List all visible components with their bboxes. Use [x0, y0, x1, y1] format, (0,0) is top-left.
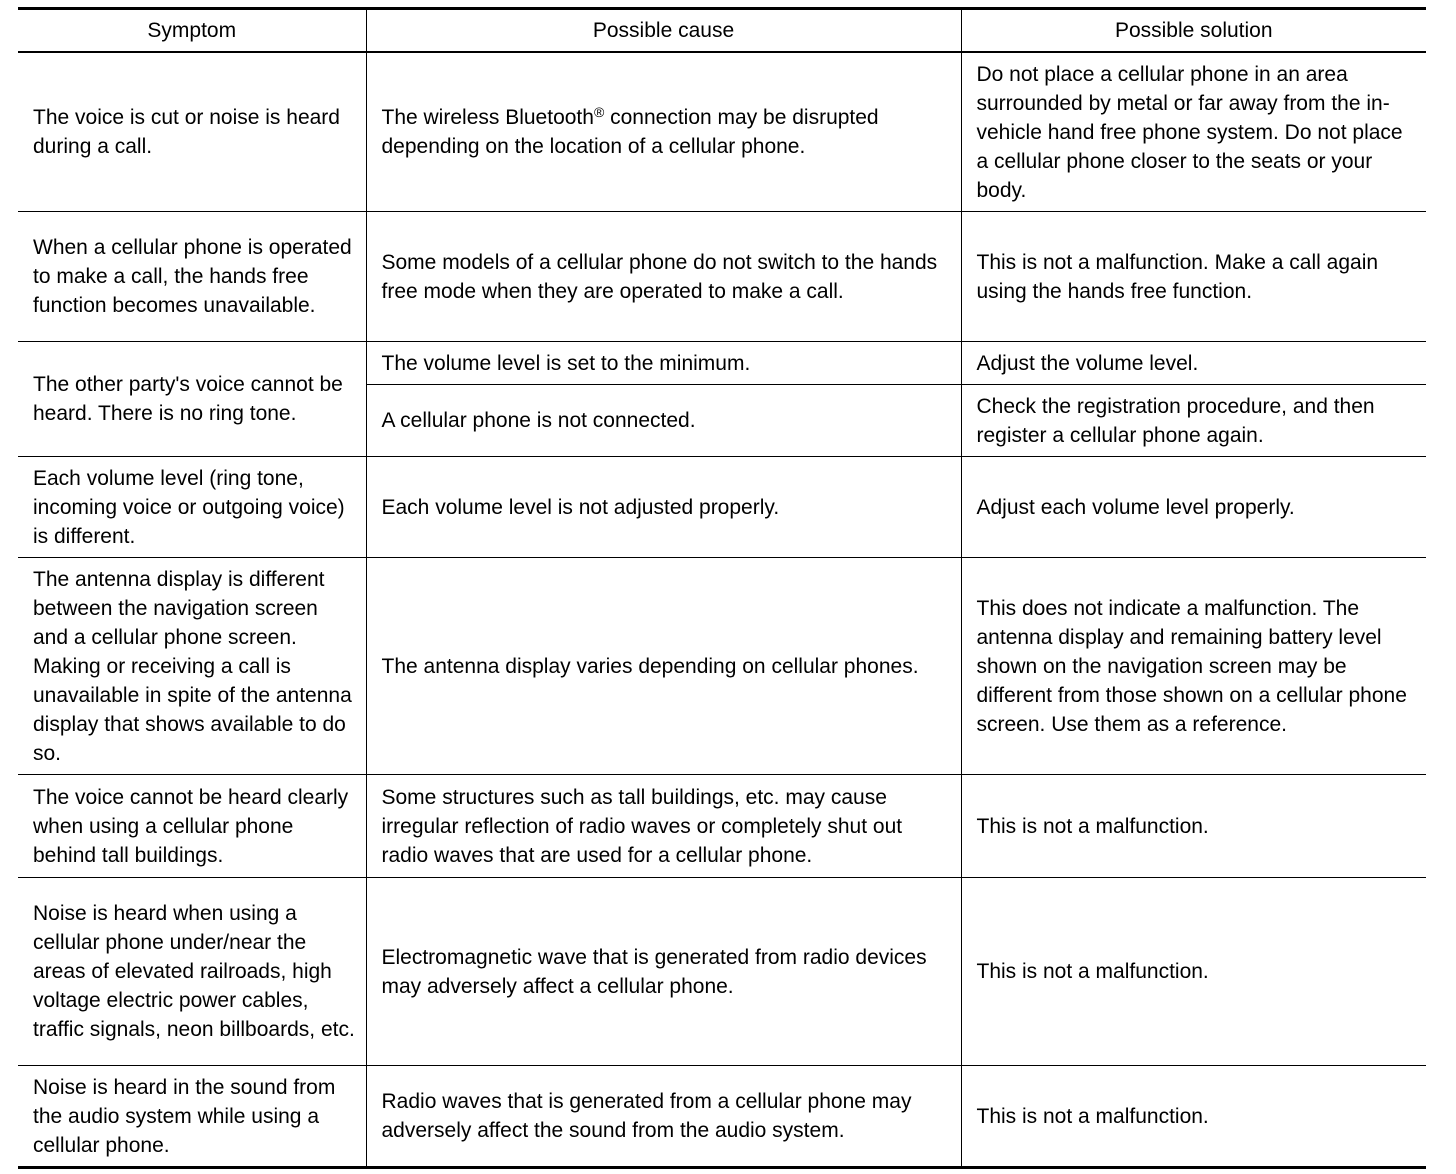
table-row: [18, 212, 1426, 342]
solution-text: Adjust the volume level.: [976, 351, 1199, 375]
solution-cell: [961, 1066, 1426, 1168]
table-row: [18, 457, 1426, 558]
cause-cell: [366, 212, 961, 342]
cause-text: A cellular phone is not connected.: [381, 409, 696, 432]
table-row: [18, 1066, 1426, 1168]
table-header: [18, 9, 1426, 53]
solution-cell: [961, 775, 1426, 878]
table-row: [18, 878, 1426, 1066]
header-row: [18, 9, 1426, 53]
cause-cell: [366, 878, 961, 1066]
symptom-text: Each volume level (ring tone, incoming voice or outgoing voice) is different.: [33, 466, 345, 548]
symptom-text: The antenna display is different between the navigation screen and a cellular phone screen. Making or receiving a call is unavailable in spite of the antenna display that shows available to do so.: [33, 567, 352, 765]
header-possible-cause: Possible cause: [366, 9, 961, 53]
solution-text: This is not a malfunction.: [976, 1104, 1209, 1128]
table-row: [18, 342, 1426, 385]
cause-text: The antenna display varies depending on cellular phones.: [381, 654, 919, 678]
symptom-text: Noise is heard in the sound from the audio system while using a cellular phone.: [33, 1075, 336, 1157]
cause-cell: [366, 52, 961, 212]
solution-text: This is not a malfunction.: [976, 960, 1209, 983]
solution-cell: [961, 52, 1426, 212]
cause-text: Some structures such as tall buildings, etc. may cause irregular reflection of radio waves or completely shut out radio waves that are used for a cellular phone.: [381, 785, 903, 867]
symptom-cell: [18, 1066, 366, 1168]
table-body: [18, 52, 1426, 1168]
symptom-cell: [18, 457, 366, 558]
symptom-text: The voice is cut or noise is heard during a call.: [33, 106, 340, 158]
symptom-cell: [18, 212, 366, 342]
cause-text: Some models of a cellular phone do not switch to the hands free mode when they are operated to make a call.: [381, 250, 938, 303]
symptom-cell: [18, 52, 366, 212]
cause-text-end: connection may be disrupted depending on the location of a cellular phone.: [381, 106, 879, 158]
symptom-cell: [18, 342, 366, 457]
solution-cell: [961, 385, 1426, 457]
table-row: [18, 52, 1426, 212]
solution-cell: [961, 457, 1426, 558]
solution-text: Do not place a cellular phone in an area surrounded by metal or far away from the in-vehicle hand free phone system. Do not place a cellular phone closer to the seats or your body.: [976, 62, 1403, 202]
header-symptom: Symptom: [18, 9, 366, 53]
solution-cell: [961, 342, 1426, 385]
table-row: [18, 775, 1426, 878]
cause-text-start: The wireless Bluetooth: [381, 106, 594, 129]
troubleshooting-table: [18, 7, 1426, 1169]
solution-cell: [961, 558, 1426, 775]
symptom-cell: [18, 878, 366, 1066]
solution-text: Check the registration procedure, and then register a cellular phone again.: [976, 394, 1375, 447]
solution-text: This is not a malfunction. Make a call again using the hands free function.: [976, 250, 1379, 303]
cause-text: [382, 103, 951, 161]
cause-text: Each volume level is not adjusted properly.: [381, 495, 780, 519]
cause-cell: [366, 457, 961, 558]
table-row: [18, 558, 1426, 775]
symptom-text: When a cellular phone is operated to make a call, the hands free function becomes unavailable.: [33, 236, 352, 317]
solution-text: Adjust each volume level properly.: [976, 495, 1295, 519]
cause-text: Radio waves that is generated from a cellular phone may adversely affect the sound from the audio system.: [381, 1090, 912, 1142]
cause-cell: [366, 385, 961, 457]
symptom-text: Noise is heard when using a cellular phone under/near the areas of elevated railroads, high voltage electric power cables, traffic signals, neon billboards, etc.: [33, 902, 355, 1041]
cause-cell: [366, 1066, 961, 1168]
cause-cell: [366, 558, 961, 775]
solution-cell: [961, 212, 1426, 342]
cause-cell: [366, 775, 961, 878]
cause-text: Electromagnetic wave that is generated from radio devices may adversely affect a cellular phone.: [381, 945, 927, 998]
solution-text: This is not a malfunction.: [976, 814, 1209, 838]
symptom-text: The voice cannot be heard clearly when using a cellular phone behind tall buildings.: [33, 785, 349, 867]
symptom-cell: [18, 775, 366, 878]
solution-cell: [961, 878, 1426, 1066]
symptom-text: The other party's voice cannot be heard. There is no ring tone.: [33, 373, 343, 425]
registered-mark: ®: [593, 104, 605, 120]
cause-cell: [366, 342, 961, 385]
solution-text: This does not indicate a malfunction. The antenna display and remaining battery level shown on the navigation screen may be different from those shown on a cellular phone screen. Use them as a reference.: [976, 596, 1407, 736]
header-possible-solution: Possible solution: [961, 9, 1426, 53]
symptom-cell: [18, 558, 366, 775]
cause-text: The volume level is set to the minimum.: [381, 351, 751, 375]
